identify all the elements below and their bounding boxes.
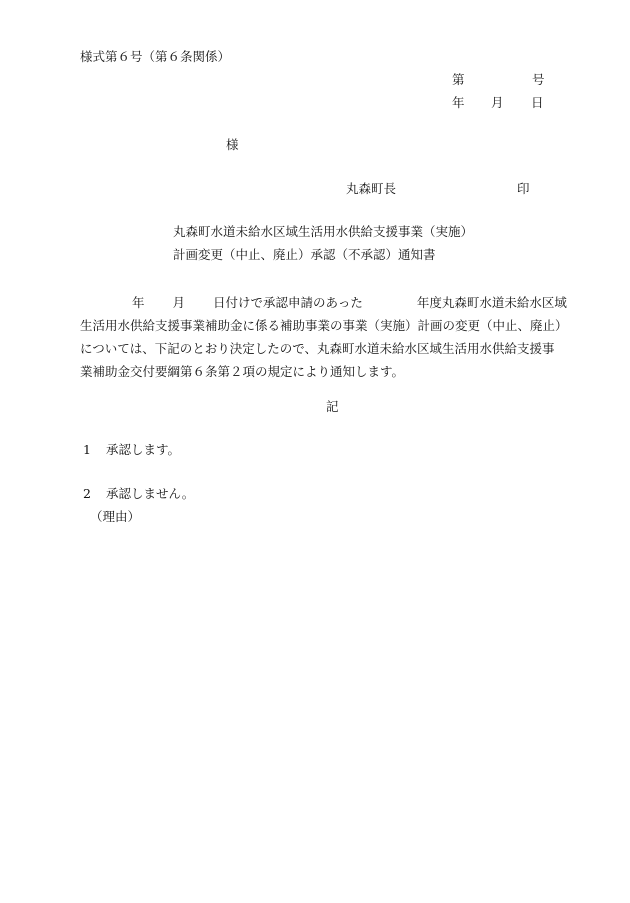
body-line-4: 業補助金交付要綱第６条第２項の規定により通知します。 <box>80 364 405 379</box>
document-title-line2: 計画変更（中止、廃止）承認（不承認）通知書 <box>173 247 436 262</box>
body-line-3: については、下記のとおり決定したので、丸森町水道未給水区域生活用水供給支援事 <box>80 341 555 356</box>
body-text-2: 年度丸森町水道未給水区域 <box>416 295 567 310</box>
seal-mark: 印 <box>517 181 530 196</box>
body-month: 月 <box>172 295 186 310</box>
body-year: 年 <box>132 295 145 310</box>
addressee-honorific: 様 <box>226 137 239 152</box>
body-text-1: 日付けで承認申請のあった <box>213 295 363 310</box>
number-prefix: 第 <box>452 72 465 87</box>
sender-name: 丸森町長 <box>346 181 397 196</box>
document-title-line1: 丸森町水道未給水区域生活用水供給支援事業（実施） <box>173 224 474 239</box>
item-1-text: 承認します。 <box>106 442 181 457</box>
item-2-text: 承認しません。 <box>106 486 195 501</box>
item-2-number: 2 <box>83 486 91 501</box>
body-paragraph <box>80 291 590 383</box>
number-suffix: 号 <box>532 72 545 87</box>
date-month: 月 <box>491 95 504 110</box>
date-year: 年 <box>452 95 465 110</box>
date-day: 日 <box>531 95 544 110</box>
item-1-number: 1 <box>83 442 91 457</box>
form-label: 様式第６号（第６条関係） <box>80 49 231 64</box>
reason-label: （理由） <box>90 509 141 524</box>
body-line-2: 生活用水供給支援事業補助金に係る補助事業の事業（実施）計画の変更（中止、廃止） <box>80 318 568 333</box>
body-line-1 <box>80 291 590 314</box>
record-heading: 記 <box>326 399 339 414</box>
